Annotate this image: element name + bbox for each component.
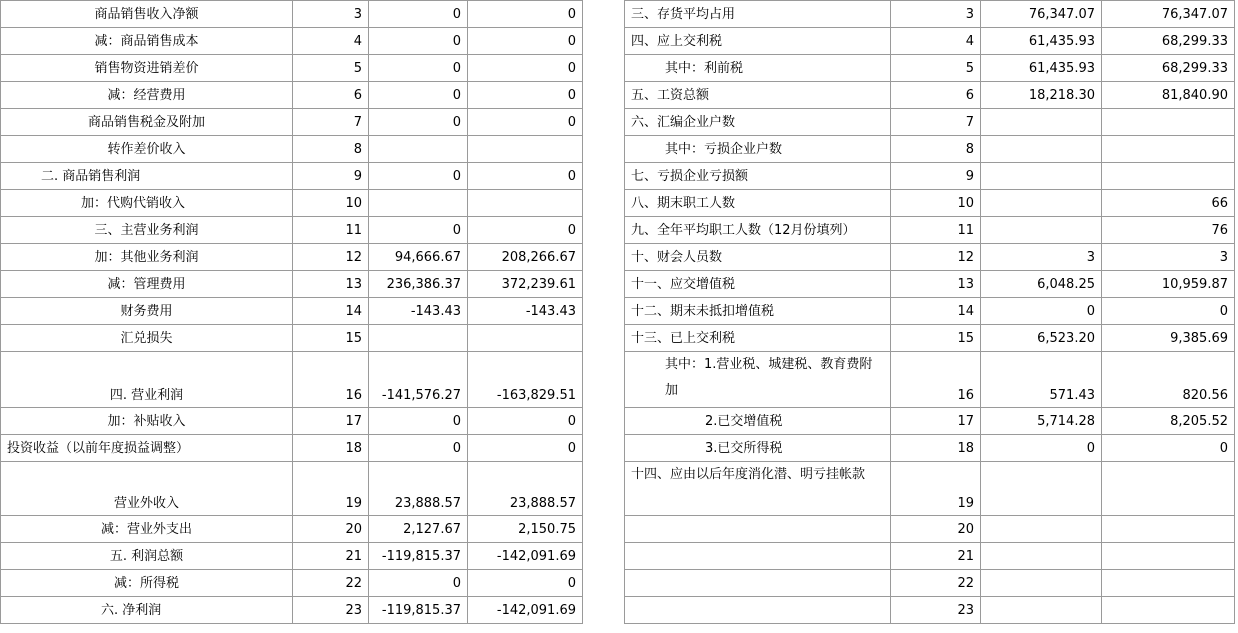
- column-gap-cell: [583, 244, 625, 271]
- left-value-current-cell: -119,815.37: [369, 597, 468, 624]
- left-row-number-cell: 10: [293, 190, 369, 217]
- table-row: [1, 244, 1235, 271]
- left-value-cumulative-cell: -143.43: [468, 298, 583, 325]
- right-row-number-cell: 3: [891, 1, 981, 28]
- left-value-cumulative-cell: 0: [468, 28, 583, 55]
- right-value-cumulative-cell: [1102, 136, 1235, 163]
- table-row: [1, 163, 1235, 190]
- left-value-current-cell: [369, 136, 468, 163]
- right-row-number-cell: 18: [891, 435, 981, 462]
- left-item-cell: 减：所得税: [1, 570, 293, 597]
- right-value-current-cell: 76,347.07: [981, 1, 1102, 28]
- column-gap-cell: [583, 408, 625, 435]
- left-row-number-cell: 8: [293, 136, 369, 163]
- column-gap-cell: [583, 163, 625, 190]
- right-row-number-cell: 19: [891, 462, 981, 516]
- left-value-current-cell: -119,815.37: [369, 543, 468, 570]
- column-gap-cell: [583, 82, 625, 109]
- right-row-number-cell: 22: [891, 570, 981, 597]
- right-value-current-cell: 5,714.28: [981, 408, 1102, 435]
- right-value-current-cell: [981, 516, 1102, 543]
- table-row: [1, 516, 1235, 543]
- right-row-number-cell: 23: [891, 597, 981, 624]
- column-gap-cell: [583, 1, 625, 28]
- right-value-current-cell: 571.43: [981, 352, 1102, 408]
- right-item-cell: 十一、应交增值税: [625, 271, 891, 298]
- left-row-number-cell: 22: [293, 570, 369, 597]
- left-row-number-cell: 23: [293, 597, 369, 624]
- right-item-cell: 五、工资总额: [625, 82, 891, 109]
- column-gap-cell: [583, 28, 625, 55]
- table-row: [1, 1, 1235, 28]
- right-value-cumulative-cell: 0: [1102, 435, 1235, 462]
- left-value-current-cell: 0: [369, 570, 468, 597]
- right-row-number-cell: 15: [891, 325, 981, 352]
- right-item-cell: 八、期末职工人数: [625, 190, 891, 217]
- column-gap-cell: [583, 190, 625, 217]
- left-item-cell: 财务费用: [1, 298, 293, 325]
- left-row-number-cell: 16: [293, 352, 369, 408]
- table-row: [1, 408, 1235, 435]
- right-row-number-cell: 20: [891, 516, 981, 543]
- right-item-cell: 十、财会人员数: [625, 244, 891, 271]
- right-value-cumulative-cell: 66: [1102, 190, 1235, 217]
- left-row-number-cell: 7: [293, 109, 369, 136]
- column-gap-cell: [583, 543, 625, 570]
- right-item-cell: 3.已交所得税: [625, 435, 891, 462]
- left-row-number-cell: 19: [293, 462, 369, 516]
- right-value-cumulative-cell: 820.56: [1102, 352, 1235, 408]
- left-value-cumulative-cell: 0: [468, 408, 583, 435]
- left-item-cell: 四. 营业利润: [1, 352, 293, 408]
- right-row-number-cell: 10: [891, 190, 981, 217]
- table-row: [1, 543, 1235, 570]
- left-row-number-cell: 9: [293, 163, 369, 190]
- left-value-current-cell: 23,888.57: [369, 462, 468, 516]
- table-row: [1, 109, 1235, 136]
- table-row: [1, 435, 1235, 462]
- right-item-cell: 九、全年平均职工人数（12月份填列）: [625, 217, 891, 244]
- right-item-cell: 2.已交增值税: [625, 408, 891, 435]
- right-value-current-cell: [981, 597, 1102, 624]
- right-value-current-cell: 0: [981, 298, 1102, 325]
- column-gap-cell: [583, 462, 625, 516]
- left-value-cumulative-cell: 208,266.67: [468, 244, 583, 271]
- left-item-cell: 减：管理费用: [1, 271, 293, 298]
- right-row-number-cell: 21: [891, 543, 981, 570]
- right-row-number-cell: 7: [891, 109, 981, 136]
- right-value-current-cell: [981, 136, 1102, 163]
- left-value-current-cell: 0: [369, 163, 468, 190]
- right-value-cumulative-cell: 3: [1102, 244, 1235, 271]
- right-value-cumulative-cell: [1102, 163, 1235, 190]
- right-value-cumulative-cell: [1102, 109, 1235, 136]
- left-item-cell: 加：补贴收入: [1, 408, 293, 435]
- right-item-cell: 十二、期末未抵扣增值税: [625, 298, 891, 325]
- left-row-number-cell: 4: [293, 28, 369, 55]
- right-value-cumulative-cell: 76: [1102, 217, 1235, 244]
- left-value-current-cell: -141,576.27: [369, 352, 468, 408]
- left-item-cell: 商品销售收入净额: [1, 1, 293, 28]
- left-item-cell: 加：代购代销收入: [1, 190, 293, 217]
- table-row: [1, 298, 1235, 325]
- right-item-cell: 四、应上交利税: [625, 28, 891, 55]
- right-value-current-cell: [981, 109, 1102, 136]
- left-row-number-cell: 12: [293, 244, 369, 271]
- right-value-cumulative-cell: 0: [1102, 298, 1235, 325]
- left-row-number-cell: 17: [293, 408, 369, 435]
- left-value-current-cell: 0: [369, 408, 468, 435]
- left-value-cumulative-cell: -142,091.69: [468, 543, 583, 570]
- left-value-current-cell: 94,666.67: [369, 244, 468, 271]
- right-value-cumulative-cell: 76,347.07: [1102, 1, 1235, 28]
- right-row-number-cell: 11: [891, 217, 981, 244]
- right-value-current-cell: 61,435.93: [981, 55, 1102, 82]
- right-row-number-cell: 4: [891, 28, 981, 55]
- column-gap-cell: [583, 271, 625, 298]
- right-value-cumulative-cell: 9,385.69: [1102, 325, 1235, 352]
- table-row: [1, 136, 1235, 163]
- left-item-cell: 销售物资进销差价: [1, 55, 293, 82]
- right-row-number-cell: 14: [891, 298, 981, 325]
- table-row: [1, 271, 1235, 298]
- right-item-cell: 其中：亏损企业户数: [625, 136, 891, 163]
- right-row-number-cell: 17: [891, 408, 981, 435]
- right-value-current-cell: [981, 462, 1102, 516]
- table-row: [1, 190, 1235, 217]
- right-item-cell: [625, 543, 891, 570]
- left-value-cumulative-cell: 2,150.75: [468, 516, 583, 543]
- right-value-cumulative-cell: 68,299.33: [1102, 55, 1235, 82]
- left-item-cell: 投资收益（以前年度损益调整）: [1, 435, 293, 462]
- right-item-cell: 六、汇编企业户数: [625, 109, 891, 136]
- right-value-current-cell: [981, 543, 1102, 570]
- right-row-number-cell: 5: [891, 55, 981, 82]
- left-item-cell: 六. 净利润: [1, 597, 293, 624]
- left-value-cumulative-cell: [468, 136, 583, 163]
- right-value-cumulative-cell: [1102, 462, 1235, 516]
- left-row-number-cell: 6: [293, 82, 369, 109]
- column-gap-cell: [583, 516, 625, 543]
- left-value-current-cell: [369, 190, 468, 217]
- left-value-cumulative-cell: -142,091.69: [468, 597, 583, 624]
- left-value-current-cell: 0: [369, 109, 468, 136]
- right-value-cumulative-cell: [1102, 597, 1235, 624]
- column-gap-cell: [583, 136, 625, 163]
- right-item-cell: 其中：利前税: [625, 55, 891, 82]
- column-gap-cell: [583, 570, 625, 597]
- left-item-cell: 减：营业外支出: [1, 516, 293, 543]
- table-row: [1, 28, 1235, 55]
- right-item-cell: 十三、已上交利税: [625, 325, 891, 352]
- right-value-current-cell: [981, 570, 1102, 597]
- left-item-cell: 五. 利润总额: [1, 543, 293, 570]
- right-value-current-cell: 61,435.93: [981, 28, 1102, 55]
- right-row-number-cell: 8: [891, 136, 981, 163]
- right-value-cumulative-cell: [1102, 543, 1235, 570]
- right-item-cell: 七、亏损企业亏损额: [625, 163, 891, 190]
- left-row-number-cell: 20: [293, 516, 369, 543]
- left-item-cell: 汇兑损失: [1, 325, 293, 352]
- left-value-cumulative-cell: -163,829.51: [468, 352, 583, 408]
- left-item-cell: 加：其他业务利润: [1, 244, 293, 271]
- column-gap-cell: [583, 325, 625, 352]
- left-value-cumulative-cell: [468, 190, 583, 217]
- column-gap-cell: [583, 597, 625, 624]
- left-row-number-cell: 15: [293, 325, 369, 352]
- left-item-cell: 减：经营费用: [1, 82, 293, 109]
- right-value-cumulative-cell: [1102, 570, 1235, 597]
- left-row-number-cell: 11: [293, 217, 369, 244]
- left-value-current-cell: 236,386.37: [369, 271, 468, 298]
- left-value-current-cell: 2,127.67: [369, 516, 468, 543]
- right-row-number-cell: 12: [891, 244, 981, 271]
- left-item-cell: 营业外收入: [1, 462, 293, 516]
- left-value-cumulative-cell: 0: [468, 163, 583, 190]
- right-value-current-cell: 6,048.25: [981, 271, 1102, 298]
- left-value-current-cell: 0: [369, 55, 468, 82]
- left-row-number-cell: 18: [293, 435, 369, 462]
- left-value-cumulative-cell: 23,888.57: [468, 462, 583, 516]
- left-value-cumulative-cell: 372,239.61: [468, 271, 583, 298]
- left-value-current-cell: 0: [369, 82, 468, 109]
- right-value-current-cell: 18,218.30: [981, 82, 1102, 109]
- right-value-current-cell: [981, 163, 1102, 190]
- right-value-current-cell: 0: [981, 435, 1102, 462]
- left-value-cumulative-cell: 0: [468, 570, 583, 597]
- right-item-cell: 十四、应由以后年度消化潜、明亏挂帐款: [625, 462, 891, 516]
- table-row: [1, 82, 1235, 109]
- table-row: [1, 462, 1235, 516]
- right-item-cell: [625, 570, 891, 597]
- right-item-cell: 其中：1.营业税、城建税、教育费附加: [625, 352, 891, 408]
- left-item-cell: 二. 商品销售利润: [1, 163, 293, 190]
- right-value-current-cell: 6,523.20: [981, 325, 1102, 352]
- column-gap-cell: [583, 435, 625, 462]
- left-item-cell: 商品销售税金及附加: [1, 109, 293, 136]
- table-row: [1, 217, 1235, 244]
- left-value-current-cell: 0: [369, 28, 468, 55]
- left-row-number-cell: 5: [293, 55, 369, 82]
- right-item-cell: [625, 516, 891, 543]
- left-value-current-cell: [369, 325, 468, 352]
- left-value-cumulative-cell: [468, 325, 583, 352]
- right-value-current-cell: 3: [981, 244, 1102, 271]
- right-value-cumulative-cell: 68,299.33: [1102, 28, 1235, 55]
- left-value-cumulative-cell: 0: [468, 55, 583, 82]
- column-gap-cell: [583, 217, 625, 244]
- right-item-cell: [625, 597, 891, 624]
- table-row: [1, 597, 1235, 624]
- column-gap-cell: [583, 55, 625, 82]
- table-row: [1, 352, 1235, 408]
- left-value-cumulative-cell: 0: [468, 1, 583, 28]
- left-item-cell: 三、主营业务利润: [1, 217, 293, 244]
- right-item-cell: 三、存货平均占用: [625, 1, 891, 28]
- left-row-number-cell: 3: [293, 1, 369, 28]
- left-row-number-cell: 21: [293, 543, 369, 570]
- table-row: [1, 55, 1235, 82]
- right-row-number-cell: 9: [891, 163, 981, 190]
- right-value-current-cell: [981, 217, 1102, 244]
- left-row-number-cell: 14: [293, 298, 369, 325]
- left-value-cumulative-cell: 0: [468, 82, 583, 109]
- right-row-number-cell: 6: [891, 82, 981, 109]
- right-value-current-cell: [981, 190, 1102, 217]
- left-value-current-cell: 0: [369, 1, 468, 28]
- column-gap-cell: [583, 352, 625, 408]
- left-item-cell: 减：商品销售成本: [1, 28, 293, 55]
- left-value-cumulative-cell: 0: [468, 109, 583, 136]
- left-row-number-cell: 13: [293, 271, 369, 298]
- left-value-cumulative-cell: 0: [468, 217, 583, 244]
- column-gap-cell: [583, 109, 625, 136]
- left-value-current-cell: 0: [369, 217, 468, 244]
- report-rows: [1, 1, 1235, 624]
- left-value-current-cell: 0: [369, 435, 468, 462]
- column-gap-cell: [583, 298, 625, 325]
- left-item-cell: 转作差价收入: [1, 136, 293, 163]
- right-value-cumulative-cell: [1102, 516, 1235, 543]
- right-value-cumulative-cell: 10,959.87: [1102, 271, 1235, 298]
- right-row-number-cell: 16: [891, 352, 981, 408]
- right-value-cumulative-cell: 8,205.52: [1102, 408, 1235, 435]
- left-value-cumulative-cell: 0: [468, 435, 583, 462]
- left-value-current-cell: -143.43: [369, 298, 468, 325]
- right-row-number-cell: 13: [891, 271, 981, 298]
- right-value-cumulative-cell: 81,840.90: [1102, 82, 1235, 109]
- table-row: [1, 570, 1235, 597]
- table-row: [1, 325, 1235, 352]
